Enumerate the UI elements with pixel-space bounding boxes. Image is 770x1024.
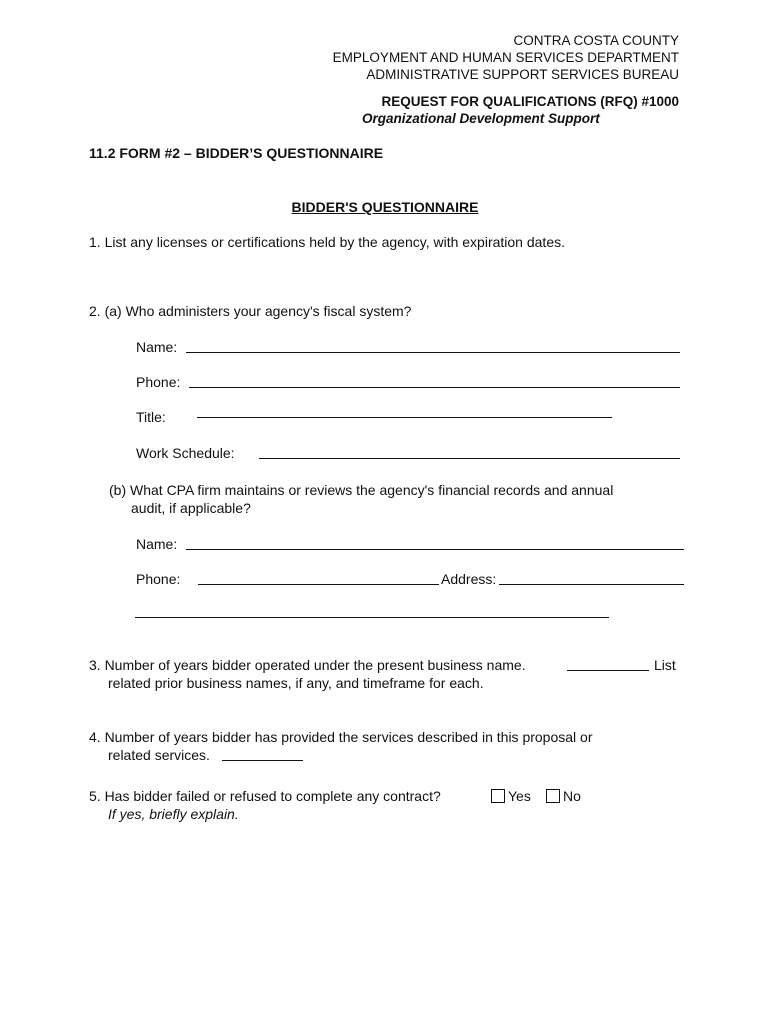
yes-checkbox[interactable] bbox=[491, 789, 505, 803]
department-name: EMPLOYMENT AND HUMAN SERVICES DEPARTMENT bbox=[332, 50, 679, 65]
question-4-line2: related services. bbox=[108, 747, 210, 763]
form-title: 11.2 FORM #2 – BIDDER’S QUESTIONNAIRE bbox=[89, 145, 384, 161]
q5-no-option[interactable] bbox=[546, 787, 581, 805]
q2a-name-field[interactable] bbox=[186, 352, 680, 353]
question-3-line1: 3. Number of years bidder operated under the present business name. bbox=[89, 657, 526, 673]
q2b-phone-field[interactable] bbox=[198, 584, 439, 585]
q2b-name-field[interactable] bbox=[186, 549, 684, 550]
q2a-schedule-field[interactable] bbox=[259, 458, 680, 459]
q5-yes-option[interactable] bbox=[491, 787, 531, 805]
q2a-title-label: Title: bbox=[136, 409, 166, 425]
q2a-phone-field[interactable] bbox=[189, 387, 680, 388]
q2a-title-field[interactable] bbox=[197, 417, 612, 418]
county-name: CONTRA COSTA COUNTY bbox=[513, 33, 679, 48]
question-3-line2: related prior business names, if any, and timeframe for each. bbox=[108, 675, 484, 691]
no-checkbox[interactable] bbox=[546, 789, 560, 803]
q2b-address-field[interactable] bbox=[499, 584, 684, 585]
question-4-line1: 4. Number of years bidder has provided the services described in this proposal or bbox=[89, 729, 593, 745]
q2a-phone-label: Phone: bbox=[136, 374, 181, 390]
q4-years-field[interactable] bbox=[222, 760, 303, 761]
yes-label: Yes bbox=[508, 788, 531, 804]
question-2b-line2: audit, if applicable? bbox=[131, 500, 251, 516]
q2a-schedule-label: Work Schedule: bbox=[136, 445, 235, 461]
q2a-name-label: Name: bbox=[136, 339, 178, 355]
rfq-subtitle: Organizational Development Support bbox=[362, 111, 600, 126]
q2b-address-field-line2[interactable] bbox=[135, 617, 609, 618]
bureau-name: ADMINISTRATIVE SUPPORT SERVICES BUREAU bbox=[366, 67, 679, 82]
question-2b-line1: (b) What CPA firm maintains or reviews the agency's financial records and annual bbox=[109, 482, 614, 498]
header-block bbox=[333, 32, 679, 83]
q3-years-field[interactable] bbox=[567, 670, 649, 671]
question-1: 1. List any licenses or certifications held by the agency, with expiration dates. bbox=[89, 234, 565, 250]
question-5-note: If yes, briefly explain. bbox=[108, 806, 239, 822]
questionnaire-title: BIDDER'S QUESTIONNAIRE bbox=[291, 199, 479, 215]
q2b-address-label: Address: bbox=[441, 571, 497, 587]
rfq-title: REQUEST FOR QUALIFICATIONS (RFQ) #1000 bbox=[381, 94, 679, 109]
question-5: 5. Has bidder failed or refused to complete any contract? bbox=[89, 788, 441, 804]
q2b-name-label: Name: bbox=[136, 536, 178, 552]
question-2a: 2. (a) Who administers your agency's fiscal system? bbox=[89, 303, 412, 319]
q2b-phone-label: Phone: bbox=[136, 571, 181, 587]
no-label: No bbox=[563, 788, 581, 804]
question-3-list: List bbox=[654, 657, 676, 673]
